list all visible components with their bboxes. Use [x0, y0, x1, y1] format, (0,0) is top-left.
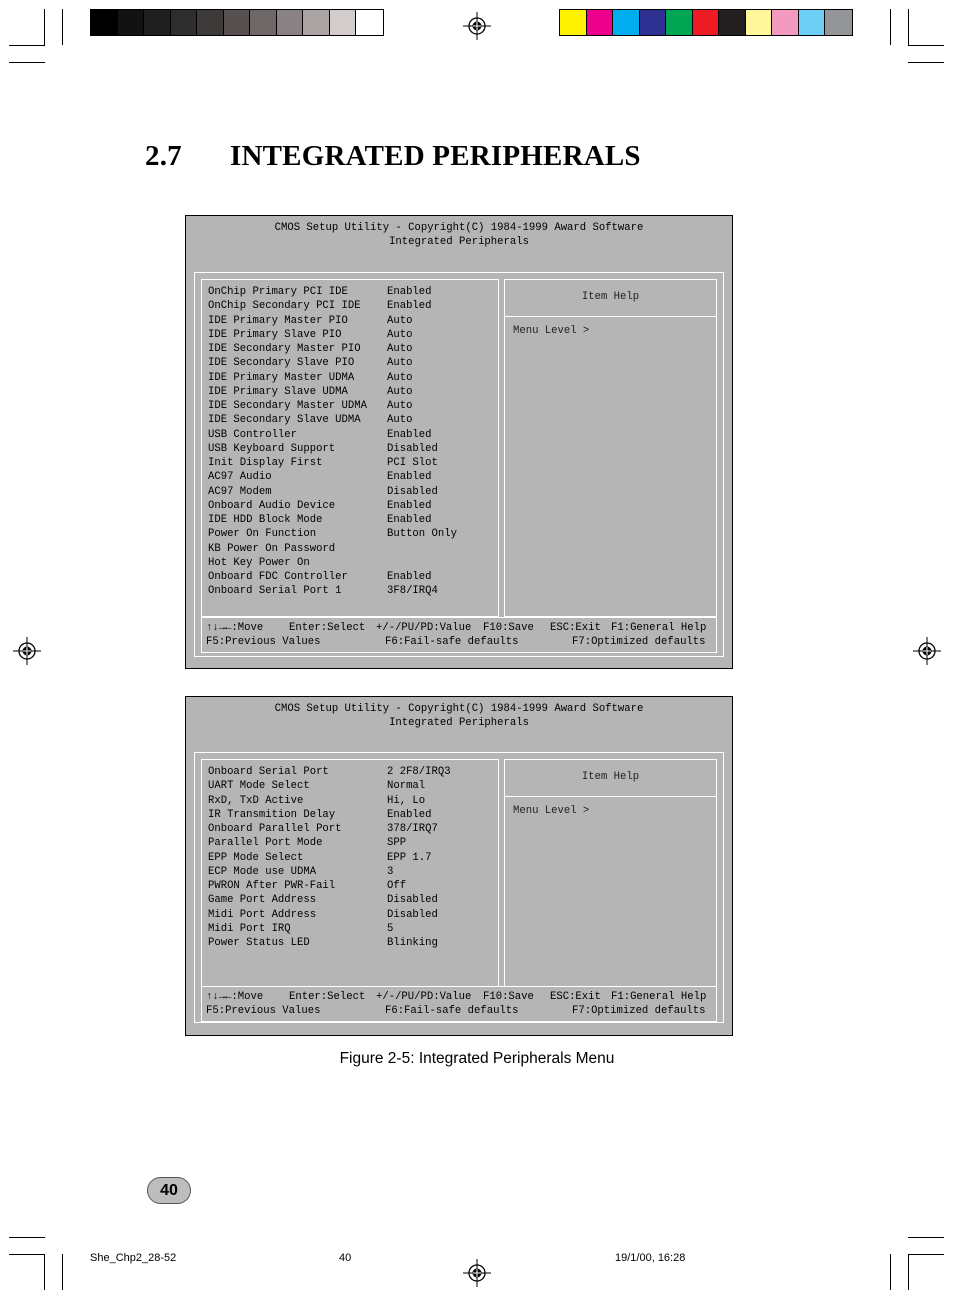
color-swatch: [613, 10, 640, 35]
bios-header: [186, 221, 732, 249]
setting-row[interactable]: [208, 779, 425, 793]
process-color-bar: [559, 9, 853, 36]
crop-mark: [62, 9, 63, 45]
slug-file: She_Chp2_28-52: [90, 1252, 177, 1264]
setting-label: USB Controller: [208, 428, 298, 441]
setting-label: Hot Key Power On: [208, 556, 310, 569]
setting-value[interactable]: Auto: [387, 400, 413, 412]
setting-value[interactable]: Auto: [387, 328, 413, 341]
setting-value[interactable]: Enabled: [387, 286, 432, 298]
key-help-footer: [201, 617, 717, 653]
setting-value[interactable]: 5: [387, 922, 394, 935]
page-number-badge: 40: [147, 1177, 191, 1204]
setting-row[interactable]: [208, 556, 387, 570]
key-optimized: F7:Optimized defaults: [572, 636, 706, 648]
setting-value[interactable]: Enabled: [387, 571, 432, 583]
setting-label: IDE Secondary Master PIO: [208, 343, 361, 355]
setting-row[interactable]: [208, 499, 432, 513]
setting-label: Onboard Audio Device: [208, 499, 336, 512]
crop-mark: [908, 1254, 944, 1255]
setting-value[interactable]: Enabled: [387, 428, 432, 441]
key-save: F10:Save: [483, 622, 534, 634]
setting-value[interactable]: Blinking: [387, 937, 438, 949]
setting-label: USB Keyboard Support: [208, 442, 336, 455]
crop-mark: [890, 9, 891, 45]
color-swatch: [224, 10, 251, 35]
setting-row[interactable]: [208, 442, 438, 456]
item-help-title: Item Help: [505, 760, 716, 797]
grayscale-bar: [90, 9, 384, 36]
bios-header-title: CMOS Setup Utility - Copyright(C) 1984-1999 Award Software: [274, 222, 644, 234]
registration-mark-icon: [912, 636, 942, 666]
bios-header-subtitle: Integrated Peripherals: [389, 236, 529, 248]
crop-mark: [44, 9, 45, 45]
crop-mark: [9, 1237, 45, 1238]
color-swatch: [330, 10, 357, 35]
setting-value[interactable]: Auto: [387, 371, 413, 384]
setting-label: Game Port Address: [208, 894, 317, 907]
setting-label: IDE Secondary Slave UDMA: [208, 414, 361, 427]
setting-value[interactable]: Disabled: [387, 442, 438, 455]
color-swatch: [91, 10, 118, 35]
key-failsafe: F6:Fail-safe defaults: [385, 1005, 519, 1017]
setting-label: Onboard Serial Port 1: [208, 585, 342, 598]
setting-value[interactable]: SPP: [387, 837, 407, 850]
setting-row[interactable]: [208, 371, 412, 385]
setting-label: Midi Port IRQ: [208, 922, 291, 935]
color-swatch: [277, 10, 304, 35]
setting-label: RxD, TxD Active: [208, 794, 304, 807]
setting-row[interactable]: [208, 413, 412, 427]
key-exit: ESC:Exit: [550, 991, 601, 1003]
crop-mark: [908, 1237, 944, 1238]
setting-row[interactable]: [208, 865, 393, 879]
setting-row[interactable]: [208, 299, 432, 313]
setting-value[interactable]: Enabled: [387, 300, 432, 313]
registration-mark-icon: [462, 1258, 492, 1288]
setting-label: IR Transmition Delay: [208, 808, 336, 821]
item-help-pane: [504, 279, 717, 617]
setting-row[interactable]: [208, 851, 432, 865]
setting-label: AC97 Modem: [208, 485, 272, 498]
setting-row[interactable]: [208, 542, 387, 556]
setting-row[interactable]: [208, 936, 438, 950]
crop-mark: [44, 1254, 45, 1290]
setting-row[interactable]: [208, 584, 438, 598]
item-help-title: Item Help: [505, 280, 716, 317]
crop-mark: [908, 62, 944, 63]
setting-label: IDE Secondary Master UDMA: [208, 400, 367, 412]
setting-value[interactable]: 3F8/IRQ4: [387, 585, 438, 598]
setting-row[interactable]: [208, 794, 425, 808]
setting-label: Parallel Port Mode: [208, 837, 323, 850]
setting-value[interactable]: Disabled: [387, 894, 438, 907]
setting-label: Init Display First: [208, 457, 323, 469]
section-heading: [145, 140, 641, 173]
crop-mark: [9, 45, 45, 46]
setting-row[interactable]: [208, 893, 438, 907]
registration-mark-icon: [462, 11, 492, 41]
settings-list: [201, 759, 499, 987]
setting-label: Power On Function: [208, 528, 317, 541]
bios-header-subtitle: Integrated Peripherals: [389, 717, 529, 729]
setting-label: Power Status LED: [208, 937, 310, 949]
setting-value[interactable]: Auto: [387, 414, 413, 427]
setting-row[interactable]: [208, 879, 406, 893]
setting-row[interactable]: [208, 485, 438, 499]
setting-label: IDE HDD Block Mode: [208, 514, 323, 526]
setting-row[interactable]: [208, 822, 438, 836]
color-swatch: [303, 10, 330, 35]
setting-value[interactable]: Disabled: [387, 908, 438, 921]
color-swatch: [118, 10, 145, 35]
setting-label: OnChip Secondary PCI IDE: [208, 300, 361, 313]
color-swatch: [772, 10, 799, 35]
setting-label: Onboard Parallel Port: [208, 823, 342, 835]
item-help-pane: [504, 759, 717, 987]
setting-row[interactable]: [208, 808, 432, 822]
key-help: F1:General Help: [611, 622, 707, 634]
key-move: ↑↓→←:Move: [206, 622, 264, 634]
color-swatch: [825, 10, 852, 35]
registration-mark-icon: [12, 636, 42, 666]
setting-value[interactable]: Enabled: [387, 471, 432, 484]
setting-row[interactable]: [208, 456, 438, 470]
key-exit: ESC:Exit: [550, 622, 601, 634]
setting-row[interactable]: [208, 342, 412, 356]
setting-row[interactable]: [208, 922, 393, 936]
crop-mark: [9, 62, 45, 63]
key-help: F1:General Help: [611, 991, 707, 1003]
color-swatch: [693, 10, 720, 35]
key-failsafe: F6:Fail-safe defaults: [385, 636, 519, 648]
key-optimized: F7:Optimized defaults: [572, 1005, 706, 1017]
setting-value[interactable]: Enabled: [387, 499, 432, 512]
setting-label: IDE Secondary Slave PIO: [208, 357, 355, 370]
setting-label: IDE Primary Slave PIO: [208, 328, 342, 341]
color-swatch: [144, 10, 171, 35]
setting-row[interactable]: [208, 470, 432, 484]
setting-row[interactable]: [208, 513, 432, 527]
color-swatch: [250, 10, 277, 35]
setting-row[interactable]: [208, 285, 432, 299]
section-title: INTEGRATED PERIPHERALS: [230, 140, 641, 172]
crop-mark: [62, 1254, 63, 1290]
setting-label: IDE Primary Master UDMA: [208, 371, 355, 384]
setting-value[interactable]: 378/IRQ7: [387, 823, 438, 835]
setting-value[interactable]: Hi, Lo: [387, 794, 426, 807]
setting-label: Midi Port Address: [208, 908, 317, 921]
setting-label: ECP Mode use UDMA: [208, 865, 317, 878]
setting-value[interactable]: 2 2F8/IRQ3: [387, 766, 451, 778]
key-value: +/-/PU/PD:Value: [376, 622, 472, 634]
key-enter: Enter:Select: [289, 991, 366, 1003]
setting-label: PWRON After PWR-Fail: [208, 880, 336, 892]
menu-level: Menu Level >: [513, 325, 590, 337]
bios-main-frame: [194, 272, 724, 657]
setting-row[interactable]: [208, 527, 457, 541]
setting-value[interactable]: Button Only: [387, 528, 457, 541]
setting-row[interactable]: [208, 765, 451, 779]
slug-date: 19/1/00, 16:28: [615, 1252, 686, 1264]
setting-value[interactable]: Auto: [387, 357, 413, 370]
setting-row[interactable]: [208, 428, 432, 442]
key-previous: F5:Previous Values: [206, 636, 321, 648]
setting-value[interactable]: Enabled: [387, 514, 432, 526]
setting-value[interactable]: Disabled: [387, 485, 438, 498]
color-swatch: [587, 10, 614, 35]
setting-row[interactable]: [208, 385, 412, 399]
setting-row[interactable]: [208, 328, 412, 342]
setting-label: EPP Mode Select: [208, 851, 304, 864]
setting-value[interactable]: Enabled: [387, 808, 432, 821]
color-swatch: [666, 10, 693, 35]
setting-row[interactable]: [208, 836, 406, 850]
color-swatch: [356, 10, 383, 35]
figure-caption: Figure 2-5: Integrated Peripherals Menu: [339, 1050, 615, 1067]
setting-row[interactable]: [208, 314, 412, 328]
crop-mark: [908, 9, 909, 45]
setting-value[interactable]: 3: [387, 865, 394, 878]
crop-mark: [908, 1254, 909, 1290]
key-help-footer: [201, 986, 717, 1022]
setting-value[interactable]: EPP 1.7: [387, 851, 432, 864]
bios-screen-1: [185, 215, 733, 669]
color-swatch: [640, 10, 667, 35]
color-swatch: [197, 10, 224, 35]
settings-list: [201, 279, 499, 617]
setting-label: IDE Primary Slave UDMA: [208, 385, 348, 398]
setting-row[interactable]: [208, 399, 412, 413]
setting-row[interactable]: [208, 570, 432, 584]
section-number: 2.7: [145, 140, 182, 172]
setting-value[interactable]: Auto: [387, 314, 413, 327]
setting-value[interactable]: Off: [387, 880, 407, 892]
color-swatch: [746, 10, 773, 35]
setting-label: Onboard FDC Controller: [208, 571, 348, 583]
key-move: ↑↓→←:Move: [206, 991, 264, 1003]
key-enter: Enter:Select: [289, 622, 366, 634]
setting-label: KB Power On Password: [208, 542, 336, 555]
crop-mark: [908, 45, 944, 46]
slug-page: 40: [339, 1252, 352, 1264]
color-swatch: [799, 10, 826, 35]
color-swatch: [560, 10, 587, 35]
setting-label: OnChip Primary PCI IDE: [208, 286, 348, 298]
setting-label: UART Mode Select: [208, 780, 310, 793]
bios-header-title: CMOS Setup Utility - Copyright(C) 1984-1999 Award Software: [274, 703, 644, 715]
setting-value[interactable]: Auto: [387, 343, 413, 355]
setting-value[interactable]: PCI Slot: [387, 457, 438, 469]
setting-value[interactable]: Auto: [387, 385, 413, 398]
setting-value[interactable]: Normal: [387, 780, 426, 793]
bios-screen-2: [185, 696, 733, 1036]
color-swatch: [171, 10, 198, 35]
setting-label: AC97 Audio: [208, 471, 272, 484]
key-value: +/-/PU/PD:Value: [376, 991, 472, 1003]
menu-level: Menu Level >: [513, 805, 590, 817]
key-previous: F5:Previous Values: [206, 1005, 321, 1017]
crop-mark: [890, 1254, 891, 1290]
setting-label: IDE Primary Master PIO: [208, 314, 348, 327]
color-swatch: [719, 10, 746, 35]
setting-label: Onboard Serial Port: [208, 766, 329, 778]
key-save: F10:Save: [483, 991, 534, 1003]
crop-mark: [9, 1254, 45, 1255]
bios-main-frame: [194, 752, 724, 1023]
bios-header: [186, 702, 732, 730]
setting-row[interactable]: [208, 908, 438, 922]
setting-row[interactable]: [208, 356, 412, 370]
